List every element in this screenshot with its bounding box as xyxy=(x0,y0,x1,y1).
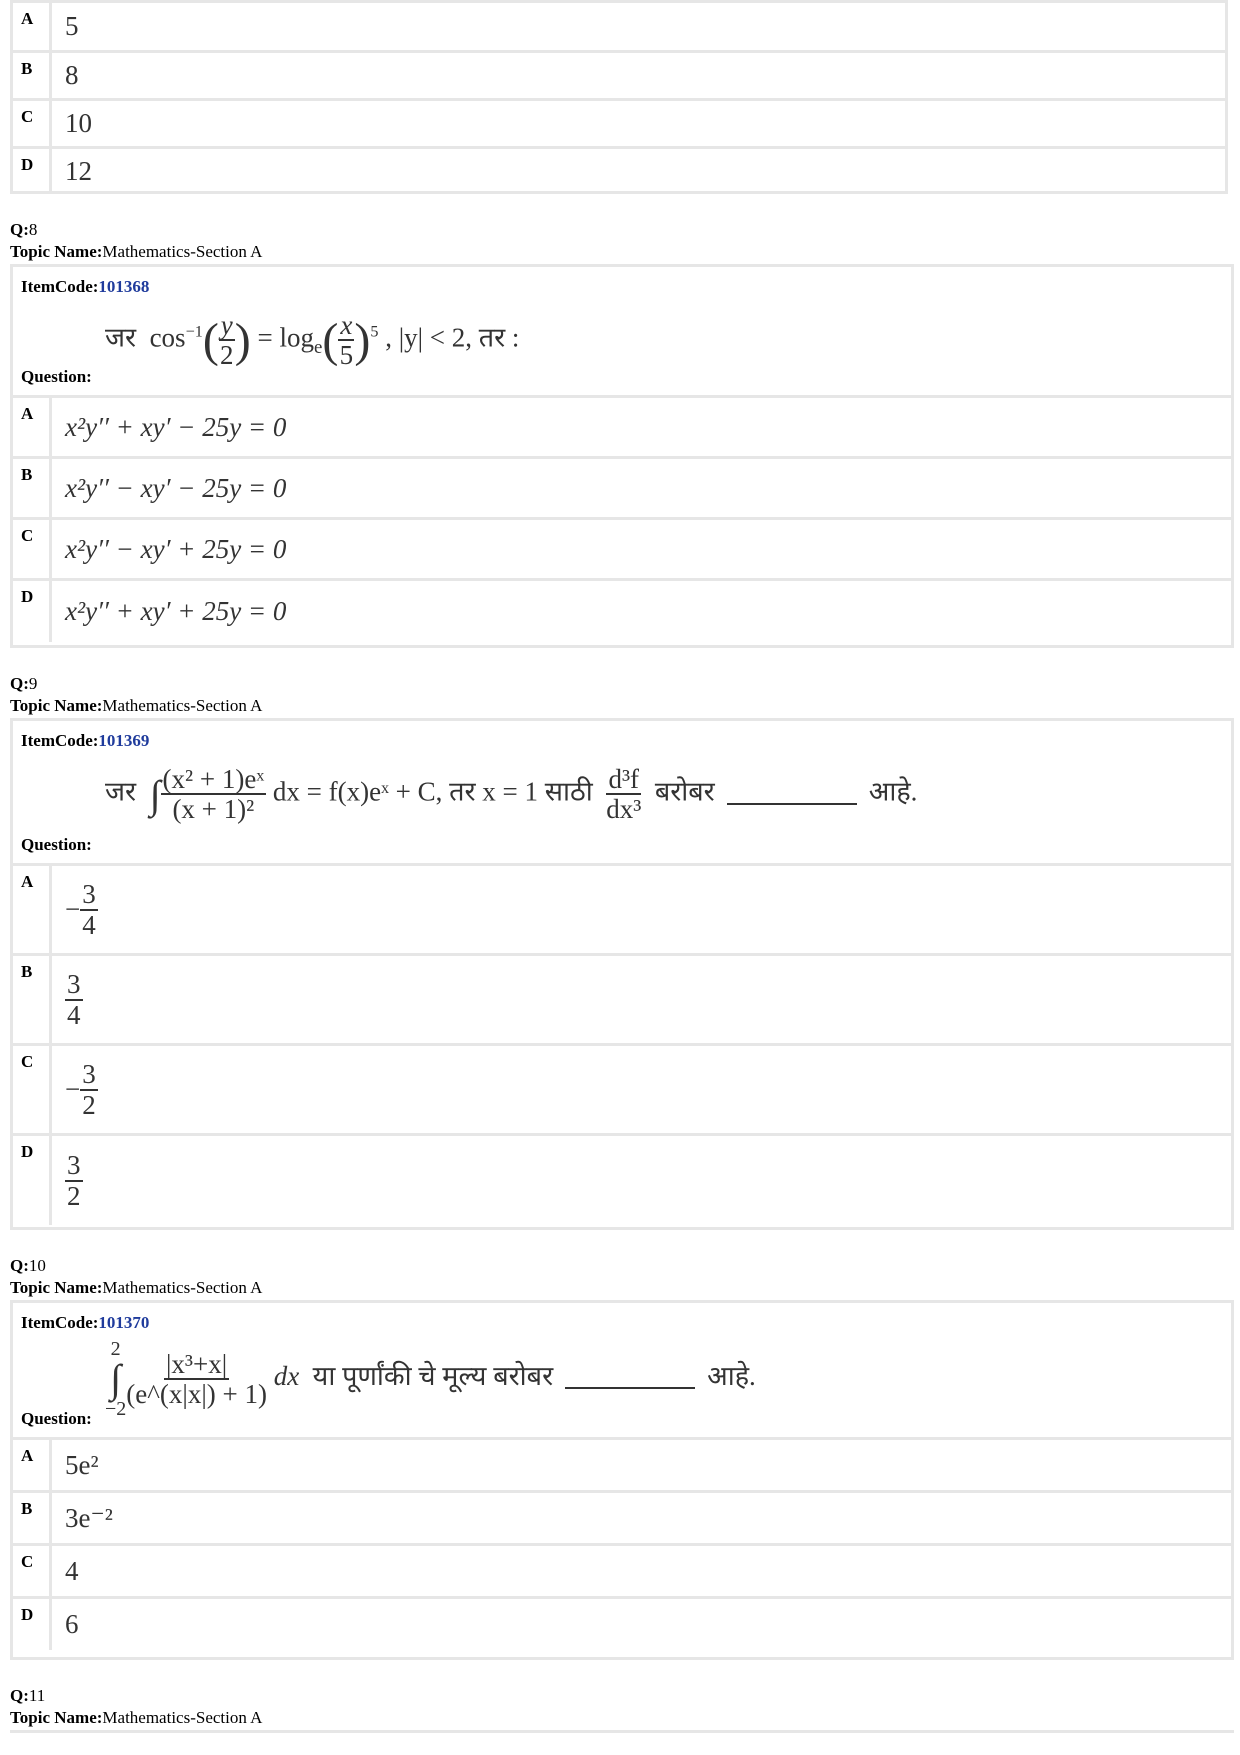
q11-topic-line: Topic Name:Mathematics-Section A xyxy=(10,1708,263,1727)
question-row xyxy=(13,1333,1231,1437)
option-value: 8 xyxy=(65,60,79,90)
q10-option-a: A 5e² xyxy=(13,1437,1231,1490)
q8-number-line xyxy=(10,219,262,241)
q10-option-b: B 3e⁻² xyxy=(13,1490,1231,1543)
q10-box xyxy=(10,1300,1234,1660)
q11-header xyxy=(10,1685,262,1729)
q9-header xyxy=(10,673,262,717)
q8-option-d: D x²y′′ + xy′ + 25y = 0 xyxy=(13,578,1231,642)
question-row xyxy=(13,751,1231,863)
option-label: B xyxy=(13,53,52,98)
question-text: 2 ∫ −2 $\frac{\text{|x³+x|}}{(e\^{}(x|x|) + 1)}$ dx या पूर्णांकी चे मूल्य बरोबर आहे. xyxy=(105,1338,756,1420)
q7-option-b xyxy=(13,50,1225,98)
item-code-row xyxy=(13,267,1231,297)
item-code: 101368 xyxy=(98,277,150,296)
option-value: 12 xyxy=(65,156,92,186)
option-value: 10 xyxy=(65,108,92,138)
option-label: C xyxy=(13,101,52,146)
question-text: जर $\cos^{-1}$( $\frac{y}{2}$ ) = $\log_e$( $\frac{x}{5}$ )$^5$ , |y| < 2, तर : xyxy=(105,310,520,371)
q8-topic-line xyxy=(10,241,262,263)
q9-topic-line: Topic Name:Mathematics-Section A xyxy=(10,696,263,715)
q10-option-c: C 4 xyxy=(13,1543,1231,1596)
q8-box xyxy=(10,264,1234,648)
q9-number-line: Q:9 xyxy=(10,674,38,693)
q9-option-b: B $\frac{3}{4}$ xyxy=(13,953,1231,1043)
item-code-row: ItemCode:101369 xyxy=(21,731,150,750)
answer-blank xyxy=(727,803,857,805)
q11-box-top-edge xyxy=(10,1730,1234,1733)
q10-number-line: Q:10 xyxy=(10,1256,46,1275)
item-code-label: ItemCode: xyxy=(21,277,99,296)
q7-option-d xyxy=(13,146,1225,194)
question-label: Question: xyxy=(21,835,92,854)
item-code-row: ItemCode:101370 xyxy=(21,1313,150,1332)
q10-header xyxy=(10,1255,262,1299)
q8-option-a: A x²y′′ + xy′ − 25y = 0 xyxy=(13,395,1231,456)
q11-number-line: Q:11 xyxy=(10,1686,46,1705)
question-label: Question: xyxy=(21,1409,92,1428)
q9-box xyxy=(10,718,1234,1230)
q7-option-a xyxy=(13,3,1225,50)
option-label: D xyxy=(13,149,52,194)
q-prefix: Q: xyxy=(10,220,29,239)
q9-option-d: D $\frac{3}{2}$ xyxy=(13,1133,1231,1225)
q8-option-c: C x²y′′ − xy′ + 25y = 0 xyxy=(13,517,1231,578)
q8-option-b: B x²y′′ − xy′ − 25y = 0 xyxy=(13,456,1231,517)
question-label: Question: xyxy=(21,367,92,386)
q7-option-c xyxy=(13,98,1225,146)
q9-option-a: A − $\frac{3}{4}$ xyxy=(13,863,1231,953)
q10-option-d: D 6 xyxy=(13,1596,1231,1650)
answer-blank xyxy=(565,1387,695,1389)
q-number: 8 xyxy=(28,220,38,239)
topic-label: Topic Name: xyxy=(10,242,103,261)
q7-options-box xyxy=(10,0,1228,194)
question-row xyxy=(13,297,1231,395)
question-text: जर ∫ $\frac{\text{(x² + 1)eˣ}}{\text{(x + 1)²}}$ dx = f(x)eˣ + C, तर x = 1 साठी $\frac{\text{d³f}}{\text{dx³}}$ बरोबर आहे. xyxy=(105,764,918,825)
q8-header xyxy=(10,219,262,263)
option-label: A xyxy=(13,3,52,50)
topic-value: Mathematics-Section A xyxy=(102,242,263,261)
q10-topic-line: Topic Name:Mathematics-Section A xyxy=(10,1278,263,1297)
q9-option-c: C − $\frac{3}{2}$ xyxy=(13,1043,1231,1133)
option-value: 5 xyxy=(65,11,79,41)
